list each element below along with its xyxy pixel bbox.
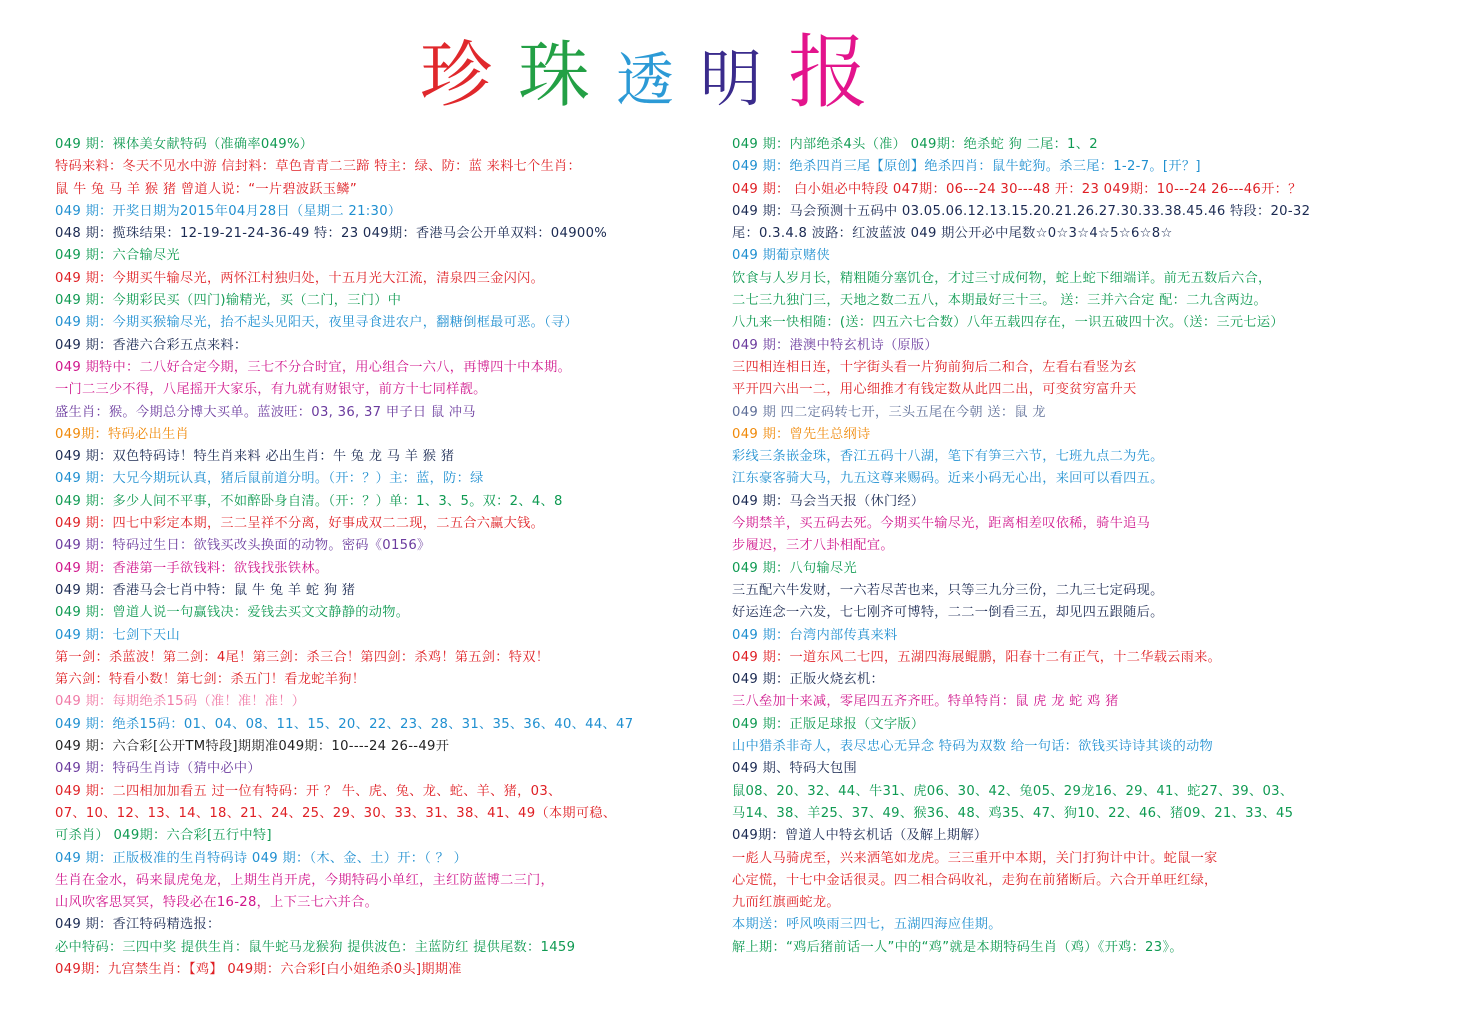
masthead-title — [420, 28, 980, 118]
text-line: 二七三九独门三，天地之数二五八，本期最好三十三。 送：三并六合定 配：二九含两边。 — [732, 293, 1267, 309]
text-line: 049 期：双色特码诗！特生肖来料 必出生肖：牛 兔 龙 马 羊 猴 猪 — [55, 449, 455, 465]
text-line: 049 期：一道东风二七四，五湖四海展鲲鹏，阳春十二有正气，十二华载云雨来。 — [732, 649, 1222, 665]
text-line: 三四相连相日连，十字街头看一片狗前狗后二和合，左看右看竖为玄 — [732, 359, 1137, 375]
text-line: 049 期、特码大包围 — [732, 761, 857, 777]
text-line: 049 期：香港马会七肖中特：鼠 牛 兔 羊 蛇 狗 猪 — [55, 582, 356, 598]
text-line: 049 期：马会预测十五码中 03.05.06.12.13.15.20.21.26.27.30.33.38.45.46 特段：20-32 — [732, 203, 1311, 219]
text-line: 049 期：开奖日期为2015年04月28日（星期二 21:30） — [55, 203, 402, 219]
text-line: 049 期：绝杀四肖三尾【原创】绝杀四肖：鼠牛蛇狗。杀三尾：1-2-7。[开？] — [732, 159, 1201, 175]
text-line: 049 期：今期买牛输尽光，两怀江村独归处，十五月光大江流，清泉四三金闪闪。 — [55, 270, 545, 286]
text-line: 049 期：正版足球报（文字版） — [732, 716, 925, 732]
text-line: 049 期：港澳中特玄机诗（原版） — [732, 337, 938, 353]
text-line: 鼠 牛 兔 马 羊 猴 猪 曾道人说：“一片碧波跃玉鳞” — [55, 181, 357, 197]
text-line: 山中猎杀非奇人，表尽忠心无异念 特码为双数 给一句话：欲钱买诗诗其谈的动物 — [732, 739, 1214, 755]
text-line: 049 期：大兄今期玩认真，猪后鼠前道分明。（开：？）主：蓝，防：绿 — [55, 471, 484, 487]
text-line: 第六剑：特看小数！第七剑：杀五门！看龙蛇羊狗！ — [55, 672, 366, 688]
text-line: 048 期：揽珠结果：12-19-21-24-36-49 特：23 049期：香港马会公开单双料：04900% — [55, 226, 608, 242]
text-line: 049 期：每期绝杀15码（准！准！准！） — [55, 694, 306, 710]
text-line: 盛生肖：猴。今期总分博大买单。蓝波旺：03, 36, 37 甲子日 鼠 冲马 — [55, 404, 476, 420]
text-line: 一彪人马骑虎至，兴来洒笔如龙虎。三三重开中本期，关门打狗计中计。蛇鼠一家 — [732, 850, 1218, 866]
right-column — [732, 134, 1422, 959]
text-line: 一门二三少不得，八尾摇开大家乐，有九就有财银守，前方十七同样靓。 — [55, 382, 487, 398]
text-line: 049 期：绝杀15码：01、04、08、11、15、20、22、23、28、31、35、36、40、44、47 — [55, 716, 634, 732]
text-line: 049 期：四七中彩定本期，三二呈祥不分离，好事成双二二现，二五合六赢大钱。 — [55, 516, 545, 532]
text-line: 今期禁羊，买五码去死。今期买牛输尽光，距离相差叹依稀，骑牛追马 — [732, 516, 1151, 532]
text-line: 049 期葡京赌侠 — [732, 248, 830, 264]
text-line: 特码来料：冬天不见水中游 信封料：草色青青二三蹄 特主：绿、防：蓝 来料七个生肖： — [55, 159, 581, 175]
text-line: 049 期：多少人间不平事，不如醉卧身自清。（开：？）单：1、3、5。双：2、4、8 — [55, 493, 563, 509]
text-line: 可杀肖） 049期：六合彩[五行中特] — [55, 828, 272, 844]
title-char-5: 报 — [788, 26, 869, 119]
text-line: 平开四六出一二，用心细推才有钱定数从此四二出，可变贫穷富升天 — [732, 382, 1137, 398]
text-line: 三八垒加十来减，零尾四五齐齐旺。特单特肖：鼠 虎 龙 蛇 鸡 猪 — [732, 694, 1119, 710]
text-line: 049 期：正版极准的生肖特码诗 049 期：（木、金、土）开：（ ？ ） — [55, 850, 468, 866]
text-line: 马14、38、羊25、37、49、猴36、48、鸡35、47、狗10、22、46、猪09、21、33、45 — [732, 805, 1294, 821]
text-line: 心定慌，十七中金话很灵。四二相合码收礼，走狗在前猪断后。六合开单旺红绿， — [732, 872, 1218, 888]
text-line: 049 期 四二定码转七开，三头五尾在今朝 送：鼠 龙 — [732, 404, 1046, 420]
text-line: 本期送：呼风唤雨三四七，五湖四海应佳期。 — [732, 917, 1002, 933]
text-line: 049 期：香江特码精选报： — [55, 917, 221, 933]
text-line: 九而红旗画蛇龙。 — [732, 895, 840, 911]
text-line: 049期：曾道人中特玄机话（及解上期解） — [732, 828, 988, 844]
text-line: 049 期： 白小姐必中特段 047期：06---24 30---48 开：23 049期：10---24 26---46开：？ — [732, 181, 1302, 197]
text-line: 049 期：裸体美女献特码（准确率049%） — [55, 137, 314, 152]
title-char-1: 珍 — [420, 33, 493, 117]
text-line: 049 期：内部绝杀4头（准） 049期：绝杀蛇 狗 二尾：1、2 — [732, 137, 1098, 152]
text-line: 049期：特码必出生肖 — [55, 426, 189, 442]
text-line: 三五配六牛发财，一六若尽苦也来，只等三九分三份，二九三七定码现。 — [732, 582, 1164, 598]
title-char-2: 珠 — [518, 33, 591, 117]
text-line: 049 期：六合彩[公开TM特段]期期准049期：10----24 26--49开 — [55, 739, 450, 755]
left-column — [55, 134, 705, 981]
text-line: 步履迟，三才八卦相配宜。 — [732, 538, 894, 554]
text-line: 049 期：香港六合彩五点来料： — [55, 337, 248, 353]
text-line: 07、10、12、13、14、18、21、24、25、29、30、33、31、38、41、49（本期可稳、 — [55, 805, 617, 821]
text-line: 049 期：六合输尽光 — [55, 248, 180, 264]
text-line: 049 期：今期彩民买（四门)输精光，买（二门，三门）中 — [55, 293, 402, 309]
text-line: 049 期：八句输尽光 — [732, 560, 857, 576]
text-line: 江东豪客骑大马，九五这尊来赐码。近来小码无心出，来回可以看四五。 — [732, 471, 1164, 487]
text-line: 生肖在金水，码来鼠虎兔龙，上期生肖开虎，今期特码小单红，主红防蓝博二三门， — [55, 872, 555, 888]
text-line: 山风吹客思冥冥，特段必在16-28，上下三七六并合。 — [55, 895, 379, 911]
text-line: 049 期：香港第一手欲钱料：欲钱找张铁林。 — [55, 560, 329, 576]
text-line: 饮食与人岁月长，精粗随分塞饥仓，才过三寸成何物，蛇上蛇下细端详。前无五数后六合， — [732, 270, 1272, 286]
text-line: 049 期：马会当天报（休门经） — [732, 493, 925, 509]
text-line: 必中特码：三四中奖 提供生肖：鼠牛蛇马龙猴狗 提供波色：主蓝防红 提供尾数：1459 — [55, 939, 576, 955]
text-line: 049 期：二四相加加看五 过一位有特码：开 ？ 牛、虎、兔、龙、蛇、羊、猪，03、 — [55, 783, 562, 799]
text-line: 049 期：特码生肖诗（猜中必中） — [55, 761, 261, 777]
text-line: 049 期：特码过生日：欲钱买改头换面的动物。密码《0156》 — [55, 538, 431, 554]
text-line: 049 期：七剑下天山 — [55, 627, 180, 643]
title-char-4: 明 — [700, 42, 763, 115]
text-line: 049 期：曾道人说一句赢钱决：爱钱去买文文静静的动物。 — [55, 605, 410, 621]
text-line: 鼠08、20、32、44、牛31、虎06、30、42、兔05、29龙16、29、41、蛇27、39、03、 — [732, 783, 1294, 799]
text-line: 049 期：曾先生总纲诗 — [732, 426, 871, 442]
text-line: 八九来一快相随：(送：四五六七合数）八年五载四存在，一识五破四十次。（送：三元七运） — [732, 315, 1284, 331]
text-line: 049期：九宫禁生肖：【鸡】 049期：六合彩[白小姐绝杀0头]期期准 — [55, 961, 462, 977]
title-char-3: 透 — [616, 46, 675, 114]
text-line: 好运连念一六发，七七刚齐可博特，二二一倒看三五，却见四五跟随后。 — [732, 605, 1164, 621]
text-line: 049 期：台湾内部传真来料 — [732, 627, 898, 643]
text-line: 解上期：“鸡后猪前话一人”中的“鸡”就是本期特码生肖（鸡）《开鸡：23》。 — [732, 939, 1183, 955]
text-line: 049 期：正版火烧玄机： — [732, 672, 884, 688]
text-line: 第一剑：杀蓝波！第二剑：4尾！第三剑：杀三合！第四剑：杀鸡！第五剑：特双！ — [55, 649, 550, 665]
text-line: 尾：0.3.4.8 波路：红波蓝波 049 期公开必中尾数☆0☆3☆4☆5☆6☆8☆ — [732, 226, 1173, 242]
text-line: 049 期特中：二八好合定今期，三七不分合时宜，用心组合一六八，再博四十中本期。 — [55, 359, 572, 375]
text-line: 彩线三条嵌金珠，香江五码十八湖，笔下有笋三六节，七班九点二为先。 — [732, 449, 1164, 465]
text-line: 049 期：今期买猴输尽光，抬不起头见阳天，夜里寻食进农户，翻糖倒框最可恶。（寻） — [55, 315, 578, 331]
